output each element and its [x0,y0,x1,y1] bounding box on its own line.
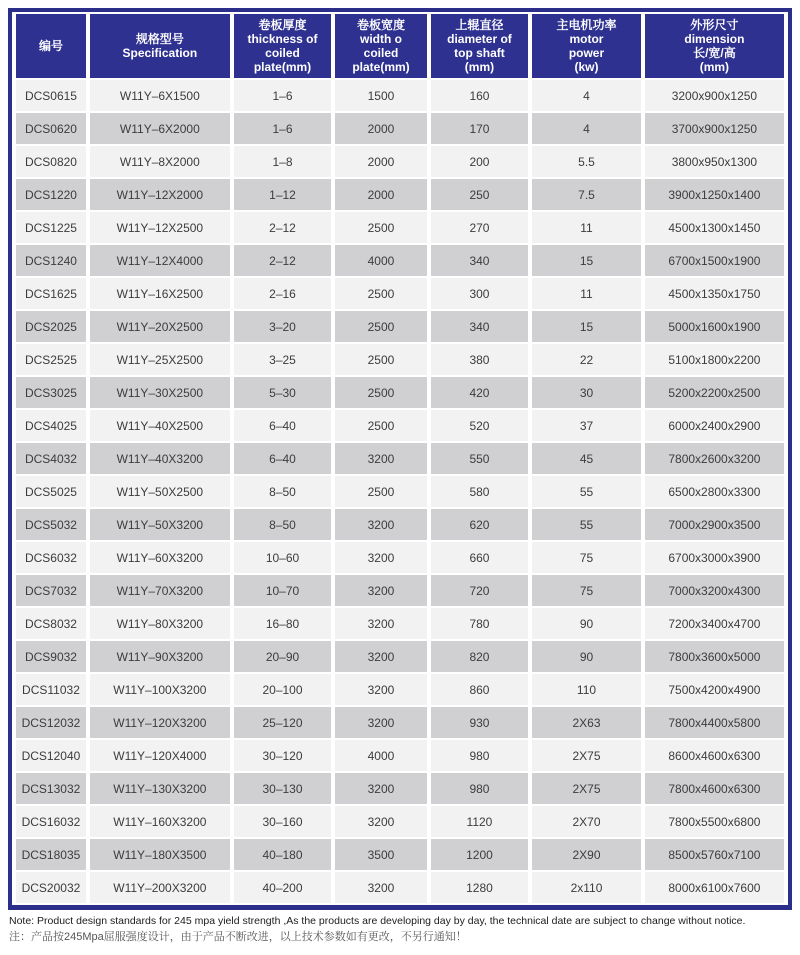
table-cell: 6–40 [234,410,331,441]
table-cell: 2500 [335,311,427,342]
table-cell: DCS16032 [16,806,86,837]
table-cell: 1280 [431,872,528,903]
table-cell: 980 [431,740,528,771]
table-cell: 90 [532,641,641,672]
table-cell: 2X75 [532,773,641,804]
table-cell: 2000 [335,113,427,144]
table-row [16,344,784,375]
table-cell: DCS12032 [16,707,86,738]
table-cell: 2x110 [532,872,641,903]
table-cell: 2500 [335,278,427,309]
table-cell: 420 [431,377,528,408]
table-cell: 3900x1250x1400 [645,179,784,210]
table-cell: 2X90 [532,839,641,870]
table-cell: 1–8 [234,146,331,177]
table-cell: DCS0615 [16,80,86,111]
table-cell: 4500x1350x1750 [645,278,784,309]
table-cell: 10–60 [234,542,331,573]
table-cell: 1–6 [234,80,331,111]
table-cell: 2–12 [234,212,331,243]
table-cell: 55 [532,476,641,507]
table-cell: W11Y–90X3200 [90,641,230,672]
table-cell: 2X75 [532,740,641,771]
table-cell: 4000 [335,245,427,276]
table-cell: 8000x6100x7600 [645,872,784,903]
table-cell: W11Y–12X4000 [90,245,230,276]
table-cell: W11Y–50X2500 [90,476,230,507]
table-cell: W11Y–16X2500 [90,278,230,309]
table-cell: W11Y–100X3200 [90,674,230,705]
table-cell: W11Y–180X3500 [90,839,230,870]
table-cell: 40–180 [234,839,331,870]
table-cell: DCS5025 [16,476,86,507]
table-cell: 2X63 [532,707,641,738]
table-cell: 22 [532,344,641,375]
table-cell: 7000x2900x3500 [645,509,784,540]
table-body [16,80,784,903]
table-cell: 5.5 [532,146,641,177]
column-header-thickness: 卷板厚度 thickness of coiled plate(mm) [234,14,331,78]
table-cell: W11Y–6X1500 [90,80,230,111]
table-row [16,410,784,441]
table-row [16,674,784,705]
table-cell: W11Y–30X2500 [90,377,230,408]
table-cell: 3800x950x1300 [645,146,784,177]
table-row [16,806,784,837]
table-cell: 15 [532,245,641,276]
table-cell: 3200 [335,872,427,903]
table-cell: 3200 [335,575,427,606]
table-cell: 3–20 [234,311,331,342]
table-cell: 25–120 [234,707,331,738]
table-cell: 5–30 [234,377,331,408]
table-cell: W11Y–12X2500 [90,212,230,243]
column-header-specification: 规格型号 Specification [90,14,230,78]
table-cell: 2–16 [234,278,331,309]
table-cell: 30–130 [234,773,331,804]
table-cell: W11Y–120X3200 [90,707,230,738]
table-cell: 340 [431,245,528,276]
table-row [16,113,784,144]
table-row [16,80,784,111]
table-cell: 3200 [335,443,427,474]
table-cell: 7800x2600x3200 [645,443,784,474]
table-cell: 10–70 [234,575,331,606]
table-cell: DCS1225 [16,212,86,243]
table-cell: 75 [532,542,641,573]
table-row [16,872,784,903]
table-cell: DCS5032 [16,509,86,540]
table-cell: 6500x2800x3300 [645,476,784,507]
table-cell: 4500x1300x1450 [645,212,784,243]
table-row [16,608,784,639]
table-cell: W11Y–40X3200 [90,443,230,474]
table-cell: 340 [431,311,528,342]
table-cell: 780 [431,608,528,639]
table-cell: 40–200 [234,872,331,903]
table-cell: DCS1625 [16,278,86,309]
table-cell: 980 [431,773,528,804]
table-cell: W11Y–6X2000 [90,113,230,144]
table-cell: DCS9032 [16,641,86,672]
table-cell: 7800x5500x6800 [645,806,784,837]
table-cell: 20–90 [234,641,331,672]
table-cell: 2000 [335,146,427,177]
table-cell: 5000x1600x1900 [645,311,784,342]
table-cell: 1500 [335,80,427,111]
table-row [16,278,784,309]
table-header [16,14,784,78]
table-cell: DCS1220 [16,179,86,210]
table-cell: 7500x4200x4900 [645,674,784,705]
table-cell: 7800x4600x6300 [645,773,784,804]
table-cell: DCS13032 [16,773,86,804]
note-chinese: 注：产品按245Mpa屈服强度设计，由于产品不断改进，以上技术参数如有更改，不另行通知！ [9,931,467,943]
table-row [16,740,784,771]
table-cell: W11Y–120X4000 [90,740,230,771]
table-cell: 2500 [335,344,427,375]
table-cell: 200 [431,146,528,177]
table-cell: DCS4025 [16,410,86,441]
table-cell: 250 [431,179,528,210]
table-cell: 55 [532,509,641,540]
header-row [16,14,784,78]
table-cell: 3200 [335,542,427,573]
table-cell: DCS20032 [16,872,86,903]
table-cell: 8600x4600x6300 [645,740,784,771]
table-cell: W11Y–40X2500 [90,410,230,441]
table-cell: 2500 [335,410,427,441]
table-cell: 860 [431,674,528,705]
table-cell: 5200x2200x2500 [645,377,784,408]
table-cell: 20–100 [234,674,331,705]
table-cell: 2000 [335,179,427,210]
table-cell: 2500 [335,377,427,408]
table-cell: 820 [431,641,528,672]
table-cell: W11Y–130X3200 [90,773,230,804]
column-header-width: 卷板宽度 width o coiled plate(mm) [335,14,427,78]
table-cell: 3200x900x1250 [645,80,784,111]
table-cell: 5100x1800x2200 [645,344,784,375]
table-cell: 3200 [335,707,427,738]
table-cell: 4 [532,80,641,111]
table-cell: 3200 [335,806,427,837]
table-cell: W11Y–8X2000 [90,146,230,177]
table-cell: 3200 [335,674,427,705]
table-cell: 3200 [335,608,427,639]
table-cell: DCS0620 [16,113,86,144]
table-cell: DCS6032 [16,542,86,573]
table-row [16,509,784,540]
table-cell: 1120 [431,806,528,837]
table-cell: 75 [532,575,641,606]
table-cell: DCS0820 [16,146,86,177]
table-cell: 90 [532,608,641,639]
table-cell: 270 [431,212,528,243]
table-cell: DCS3025 [16,377,86,408]
table-cell: DCS18035 [16,839,86,870]
table-cell: 15 [532,311,641,342]
table-row [16,575,784,606]
table-cell: 6000x2400x2900 [645,410,784,441]
table-cell: 3200 [335,641,427,672]
table-cell: 7.5 [532,179,641,210]
table-cell: 7000x3200x4300 [645,575,784,606]
table-cell: 4000 [335,740,427,771]
table-cell: 6700x1500x1900 [645,245,784,276]
table-row [16,839,784,870]
table-cell: 550 [431,443,528,474]
table-row [16,476,784,507]
table-cell: W11Y–25X2500 [90,344,230,375]
table-row [16,707,784,738]
table-cell: 520 [431,410,528,441]
table-cell: DCS7032 [16,575,86,606]
table-cell: DCS12040 [16,740,86,771]
column-header-code: 编号 [16,14,86,78]
table-cell: 45 [532,443,641,474]
table-row [16,773,784,804]
spec-table [8,8,792,910]
table-cell: 7800x3600x5000 [645,641,784,672]
table-cell: 11 [532,212,641,243]
column-header-dimension: 外形尺寸 dimension 长/宽/高 (mm) [645,14,784,78]
table-cell: 8–50 [234,509,331,540]
table-cell: 110 [532,674,641,705]
table-cell: W11Y–12X2000 [90,179,230,210]
table-cell: 580 [431,476,528,507]
table-cell: 1200 [431,839,528,870]
table-cell: 170 [431,113,528,144]
table-cell: 3200 [335,773,427,804]
table-row [16,146,784,177]
table-cell: 2X70 [532,806,641,837]
table-cell: DCS8032 [16,608,86,639]
table-cell: 660 [431,542,528,573]
table-cell: 37 [532,410,641,441]
table-cell: W11Y–50X3200 [90,509,230,540]
table-cell: DCS1240 [16,245,86,276]
table-cell: 3700x900x1250 [645,113,784,144]
table-cell: 160 [431,80,528,111]
table-cell: 6700x3000x3900 [645,542,784,573]
table-cell: 930 [431,707,528,738]
table-cell: 3–25 [234,344,331,375]
table-cell: 8–50 [234,476,331,507]
table-cell: W11Y–200X3200 [90,872,230,903]
table-cell: 720 [431,575,528,606]
table-cell: 30–120 [234,740,331,771]
table-cell: 300 [431,278,528,309]
footnotes [8,914,792,945]
table-cell: W11Y–80X3200 [90,608,230,639]
table-cell: 3500 [335,839,427,870]
table-cell: 8500x5760x7100 [645,839,784,870]
table-cell: 6–40 [234,443,331,474]
table-cell: W11Y–20X2500 [90,311,230,342]
table-cell: 2500 [335,212,427,243]
table-cell: 4 [532,113,641,144]
table-row [16,245,784,276]
note-english: Note: Product design standards for 245 mpa yield strength ,As the products are developing day by day, the technical date are subject to change without notice. [9,915,746,927]
table-row [16,443,784,474]
table-cell: 11 [532,278,641,309]
table-cell: 30–160 [234,806,331,837]
table-row [16,377,784,408]
table-cell: 1–12 [234,179,331,210]
table-cell: 2500 [335,476,427,507]
table-cell: 30 [532,377,641,408]
table-cell: 2–12 [234,245,331,276]
table-cell: DCS11032 [16,674,86,705]
table-row [16,542,784,573]
table-row [16,311,784,342]
table-cell: 3200 [335,509,427,540]
table-row [16,179,784,210]
table-cell: DCS2025 [16,311,86,342]
table-row [16,641,784,672]
column-header-motor-power: 主电机功率 motor power (kw) [532,14,641,78]
table-cell: 380 [431,344,528,375]
table-cell: W11Y–60X3200 [90,542,230,573]
table-cell: W11Y–160X3200 [90,806,230,837]
table-cell: 7200x3400x4700 [645,608,784,639]
table-cell: 1–6 [234,113,331,144]
table-cell: 620 [431,509,528,540]
table-cell: 7800x4400x5800 [645,707,784,738]
table-cell: DCS4032 [16,443,86,474]
table-row [16,212,784,243]
column-header-top-shaft: 上辊直径 diameter of top shaft (mm) [431,14,528,78]
table-cell: 16–80 [234,608,331,639]
table-cell: W11Y–70X3200 [90,575,230,606]
table-cell: DCS2525 [16,344,86,375]
